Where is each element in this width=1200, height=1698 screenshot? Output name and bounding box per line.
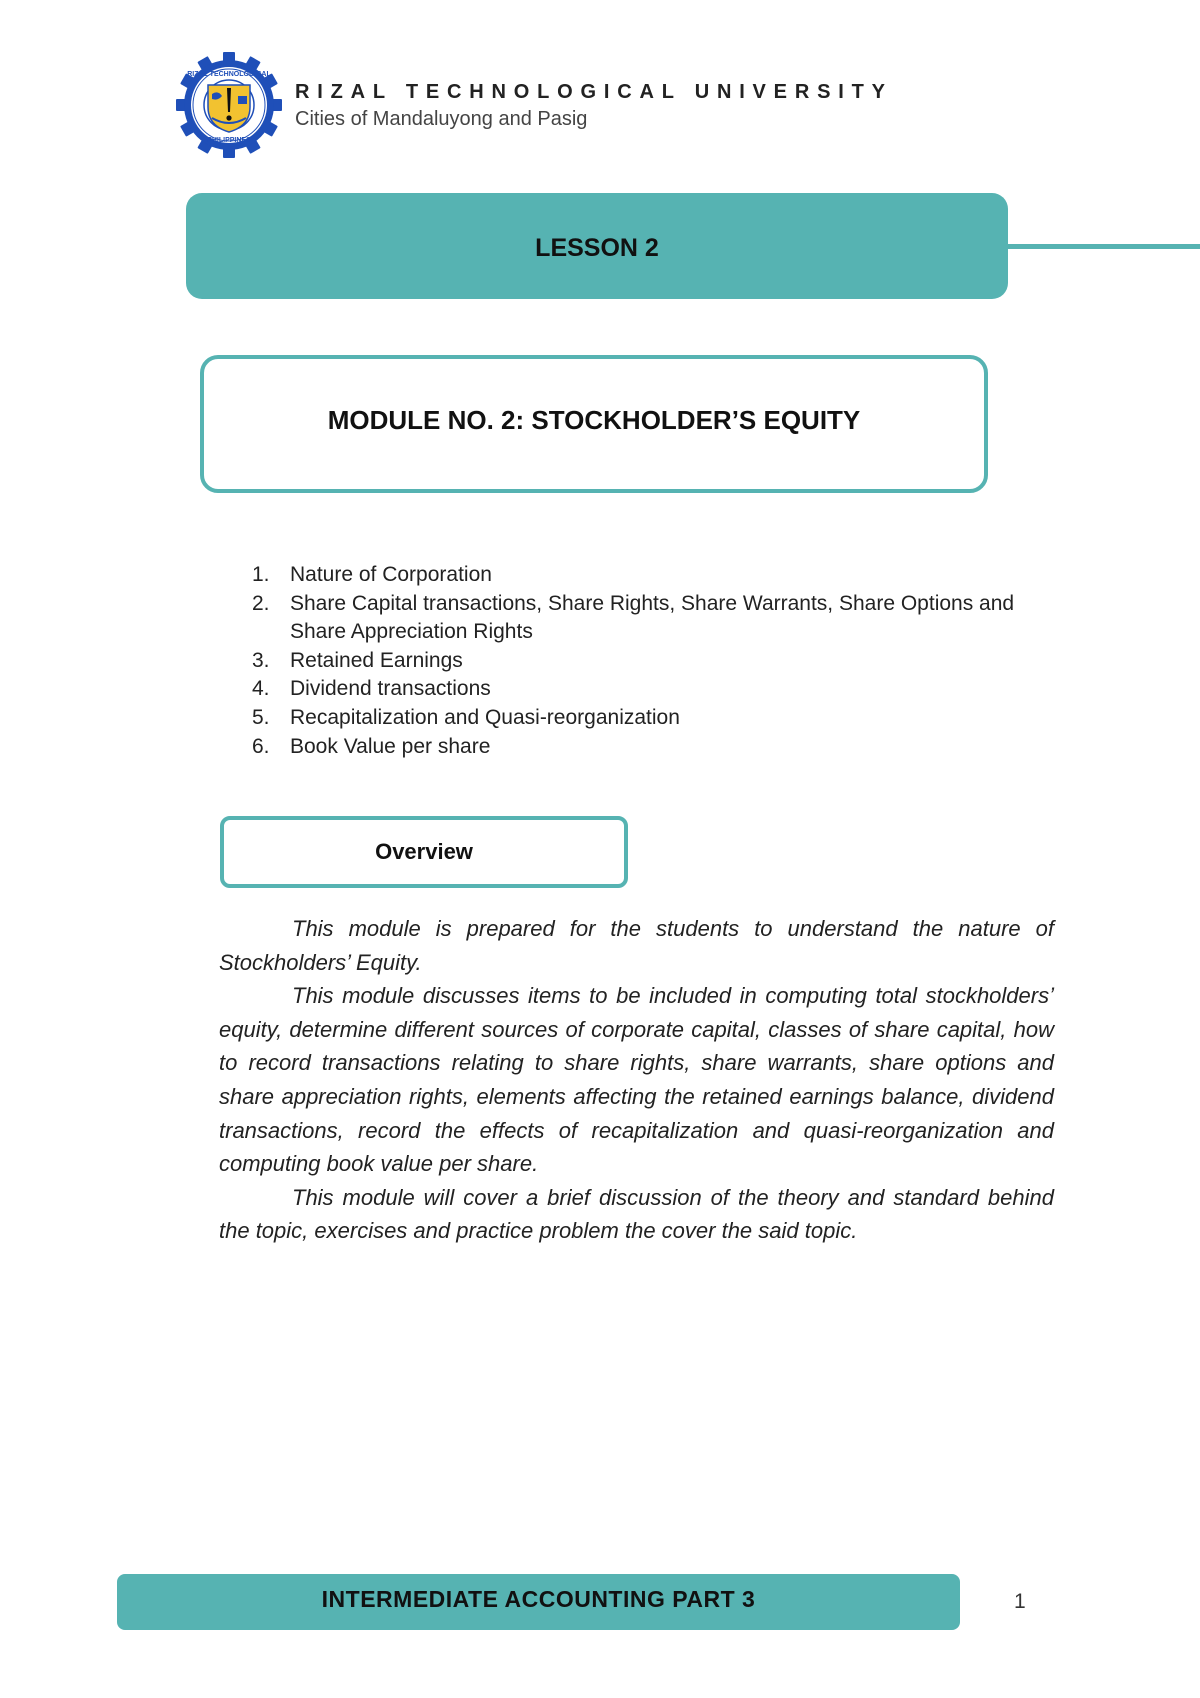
list-item (252, 704, 1067, 733)
list-item-text: Recapitalization and Quasi-reorganization (290, 705, 680, 729)
lesson-title: LESSON 2 (535, 233, 659, 262)
footer-bar (117, 1574, 960, 1630)
page-number: 1 (1014, 1590, 1026, 1613)
svg-text:PHILIPPINES: PHILIPPINES (207, 137, 251, 144)
list-item-number: 2. (252, 591, 270, 615)
list-item-number: 4. (252, 677, 270, 701)
overview-heading: Overview (375, 839, 473, 864)
overview-heading-box (220, 816, 628, 888)
overview-body (219, 912, 1054, 1248)
list-item-text: Share Capital transactions, Share Rights, Share Warrants, Share Options and Share Appreciation Rights (290, 591, 1015, 644)
list-item-number: 5. (252, 705, 270, 729)
course-title: INTERMEDIATE ACCOUNTING PART 3 (321, 1585, 756, 1612)
list-item-text: Book Value per share (290, 734, 491, 758)
list-item-text: Nature of Corporation (290, 563, 492, 586)
list-item-number: 6. (252, 734, 270, 758)
lesson-banner (186, 193, 1008, 299)
list-item (252, 561, 1067, 590)
overview-paragraph: This module discusses items to be included in computing total stockholders’ equity, determine different sources of corporate capital, classes of share capital, how to record transactions relating to share rights, share warrants, share options and share appreciation rights, elements affecting the retained earnings balance, dividend transactions, record the effects of recapitalization and quasi-reorganization and computing book value per share. (219, 983, 1054, 1177)
list-item-number: 3. (252, 648, 270, 672)
list-item (252, 675, 1067, 704)
university-seal-logo (176, 52, 282, 158)
overview-paragraph: This module will cover a brief discussion of the theory and standard behind the topic, exercises and practice problem the cover the said topic. (219, 1184, 1054, 1244)
campus-subtitle: Cities of Mandaluyong and Pasig (295, 108, 588, 130)
topics-list (252, 561, 1067, 761)
list-item (252, 733, 1067, 762)
university-name: RIZAL TECHNOLOGICAL UNIVERSITY (295, 81, 893, 103)
lesson-banner-line (1006, 244, 1200, 249)
seal-text: RIZAL TECHNOLOGICAL (187, 71, 271, 78)
list-item (252, 647, 1067, 676)
list-item-text: Retained Earnings (290, 648, 463, 672)
list-item (252, 590, 1067, 647)
module-title: MODULE NO. 2: STOCKHOLDER’S EQUITY (327, 404, 861, 435)
list-item-number: 1. (252, 563, 270, 586)
overview-paragraph: This module is prepared for the students to understand the nature of Stockholders’ Equity. (219, 916, 1054, 975)
module-title-box (200, 355, 988, 493)
list-item-text: Dividend transactions (290, 677, 491, 701)
